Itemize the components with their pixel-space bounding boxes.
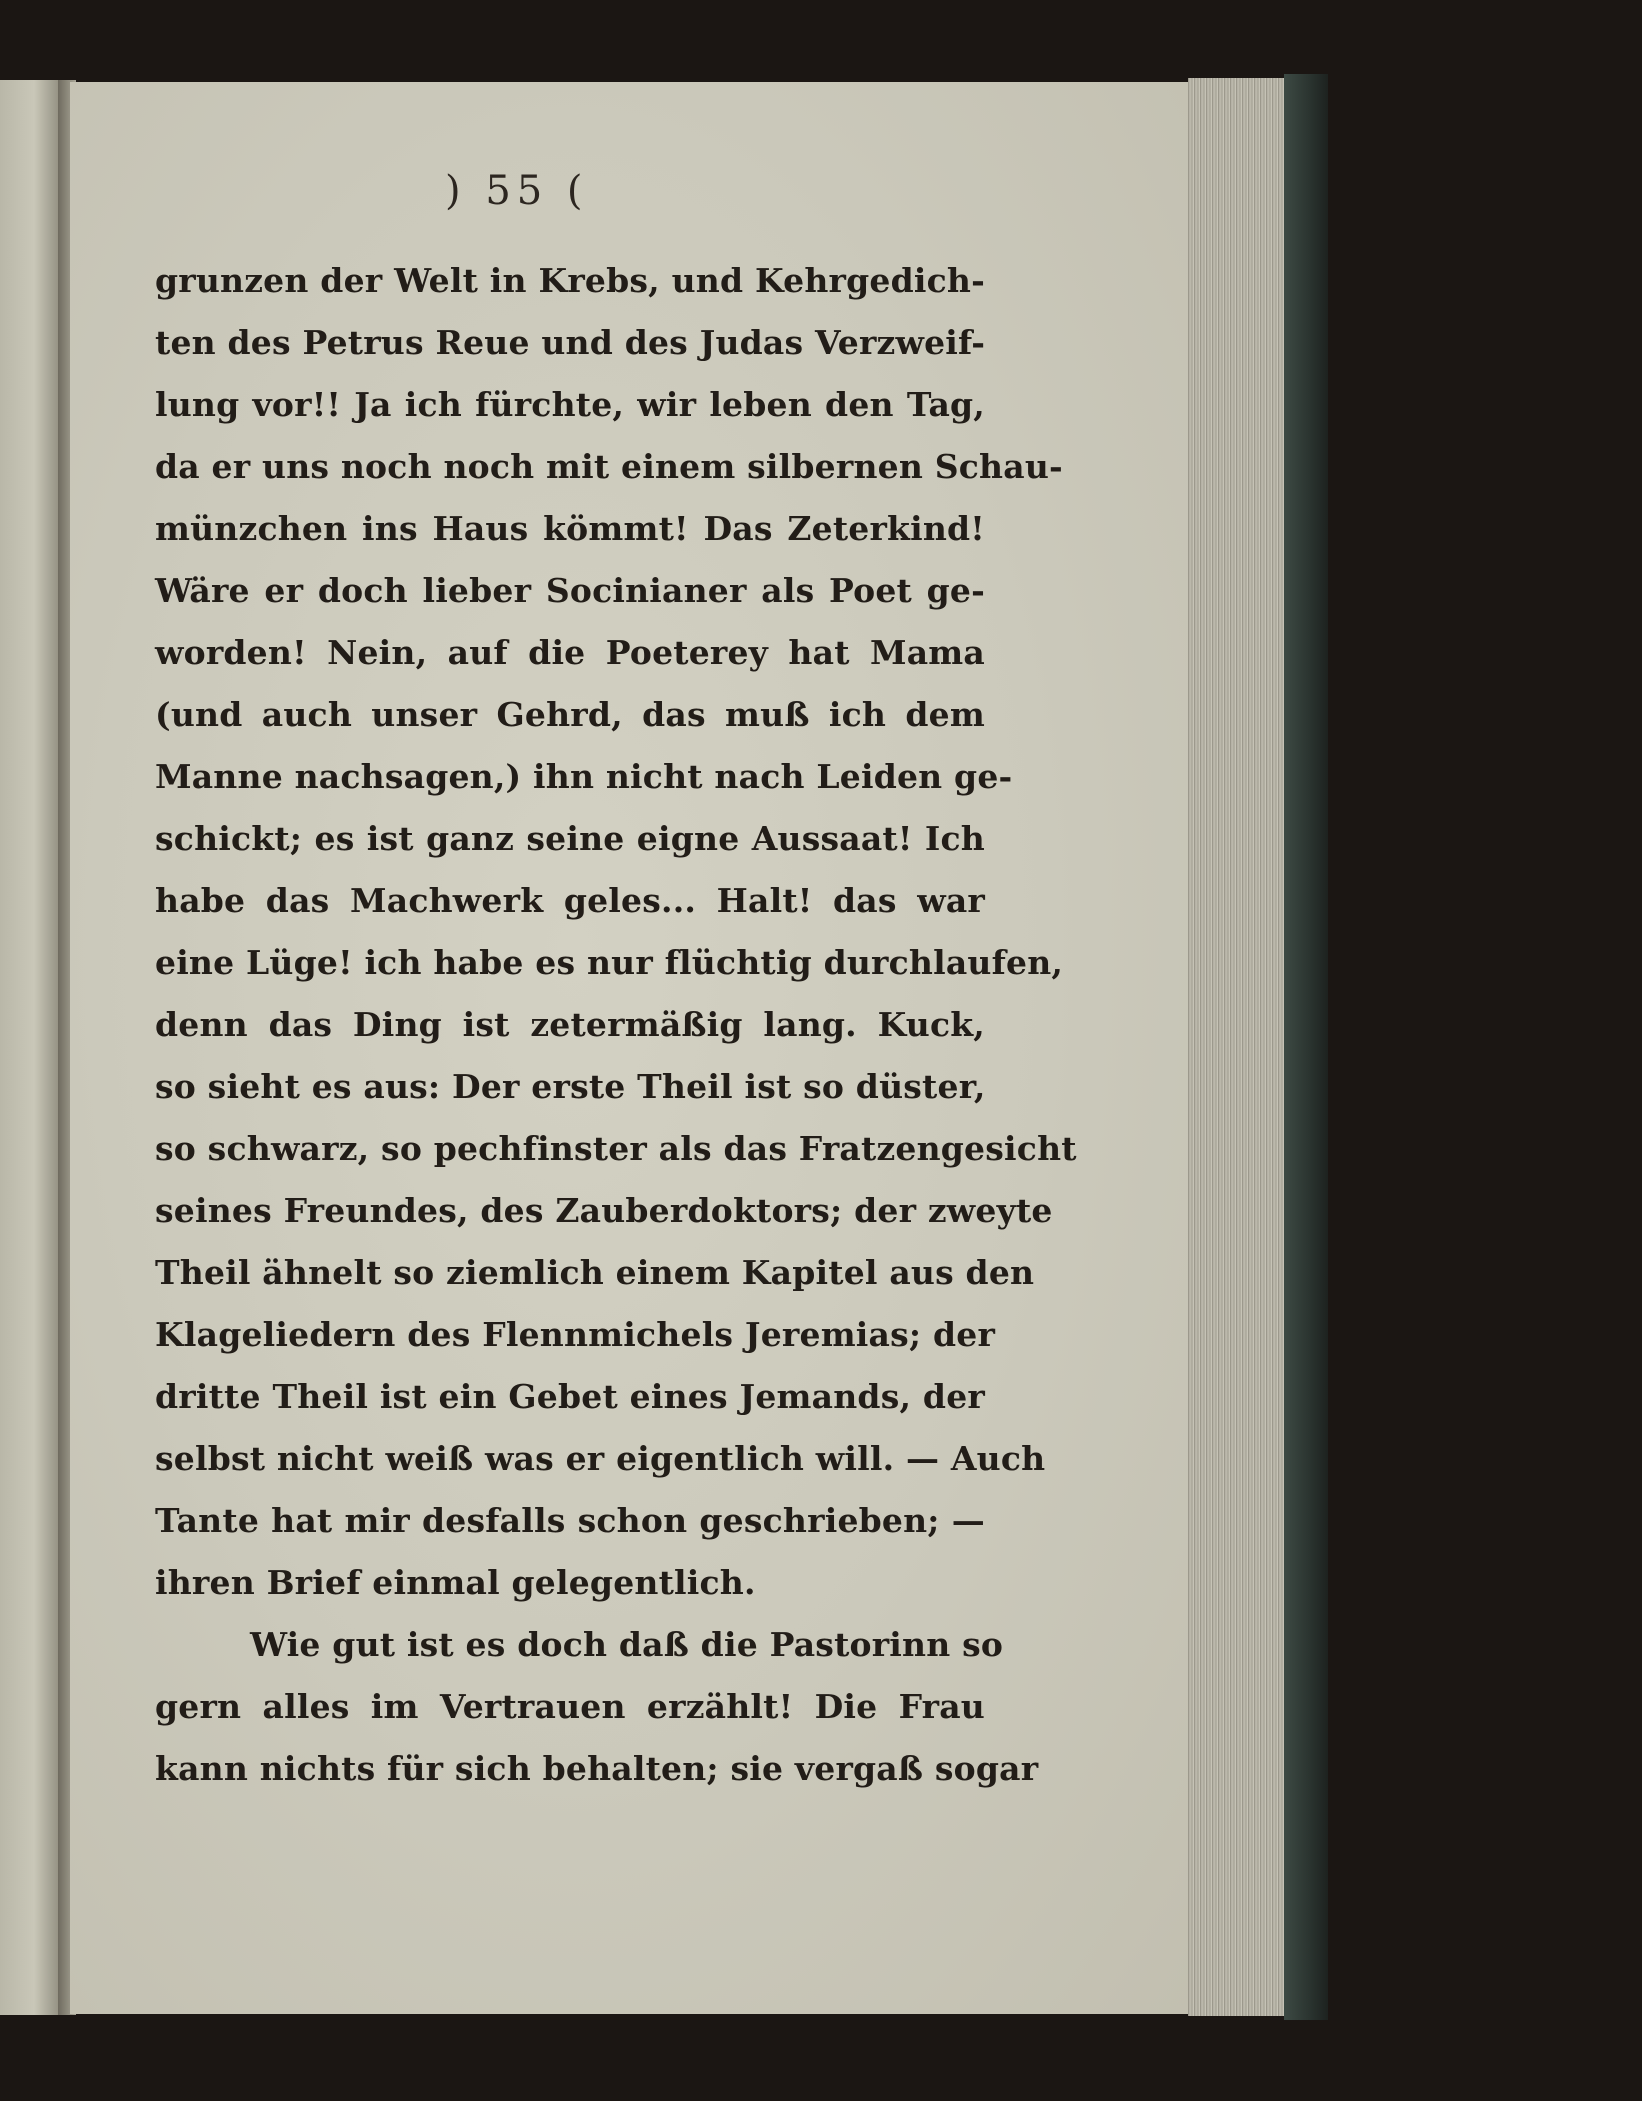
text-line: denn das Ding ist zetermäßig lang. Kuck, <box>155 1005 985 1044</box>
text-line: so sieht es aus: Der erste Theil ist so düster, <box>155 1067 986 1106</box>
text-line: eine Lüge! ich habe es nur flüchtig durchlaufen, <box>155 943 1064 982</box>
text-line: ihren Brief einmal gelegentlich. <box>155 1563 756 1602</box>
page-number: ) 55 ( <box>445 168 589 214</box>
text-line: selbst nicht weiß was er eigentlich will. — Auch <box>155 1439 1046 1478</box>
text-line: habe das Machwerk geles... Halt! das war <box>155 881 985 920</box>
text-line: da er uns noch noch mit einem silbernen Schau- <box>155 447 1063 486</box>
facing-page-edge <box>0 80 62 2015</box>
text-line: lung vor!! Ja ich fürchte, wir leben den Tag, <box>155 385 985 424</box>
text-line: ten des Petrus Reue und des Judas Verzweif- <box>155 323 986 362</box>
body-text <box>155 250 1077 1800</box>
text-line: schickt; es ist ganz seine eigne Aussaat! Ich <box>155 819 985 858</box>
text-line: Theil ähnelt so ziemlich einem Kapitel aus den <box>155 1253 1035 1292</box>
text-line: seines Freundes, des Zauberdoktors; der zweyte <box>155 1191 1053 1230</box>
text-line: Manne nachsagen,) ihn nicht nach Leiden ge- <box>155 757 1013 796</box>
text-line: dritte Theil ist ein Gebet eines Jemands, der <box>155 1377 985 1416</box>
text-line: so schwarz, so pechfinster als das Fratzengesicht <box>155 1129 1077 1168</box>
text-line: Wie gut ist es doch daß die Pastorinn so <box>250 1625 1004 1664</box>
text-line: (und auch unser Gehrd, das muß ich dem <box>155 695 985 734</box>
text-line: grunzen der Welt in Krebs, und Kehrgedich- <box>155 261 985 300</box>
text-line: Tante hat mir desfalls schon geschrieben; — <box>155 1501 985 1540</box>
text-line: Wäre er doch lieber Socinianer als Poet ge- <box>155 571 985 610</box>
text-line: worden! Nein, auf die Poeterey hat Mama <box>155 633 985 672</box>
text-line: gern alles im Vertrauen erzählt! Die Frau <box>155 1687 985 1726</box>
page-fore-edge <box>1188 78 1288 2016</box>
text-line: münzchen ins Haus kömmt! Das Zeterkind! <box>155 509 985 548</box>
book-cover-edge <box>1284 74 1328 2020</box>
text-line: Klageliedern des Flennmichels Jeremias; der <box>155 1315 996 1354</box>
text-line: kann nichts für sich behalten; sie vergaß sogar <box>155 1749 1039 1788</box>
